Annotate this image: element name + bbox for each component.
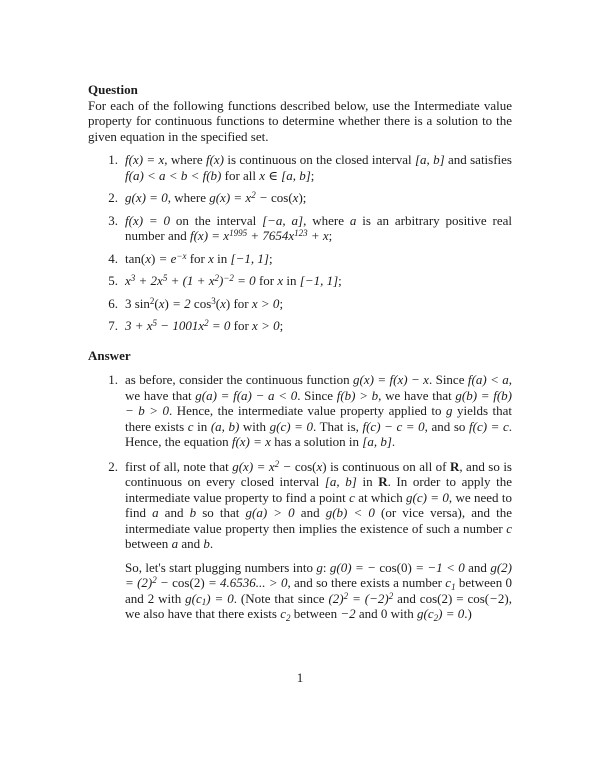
- answer-paragraph: as before, consider the continuous function g(x) = f(x) − x. Since f(a) < a, we have that g(a) = f(a) − a < 0. Since f(b) > b, we have that g(b) = f(b) − b > 0. Hence, the intermediate value property applied to g yields that there exists c in (a, b) with g(c) = 0. That is, f(c) − c = 0, and so f(c) = c. Hence, the equation f(x) = x has a solution in [a, b].: [125, 372, 512, 449]
- question-heading: Question: [88, 82, 138, 97]
- question-item-3: [88, 213, 512, 244]
- item-text: $x^3 + 2x^5 + (1 + x^2)^{-2} = 0$ for x in [−1, 1];: [125, 273, 342, 288]
- document-body: [88, 82, 512, 631]
- answer-paragraph: first of all, note that $g(x) = x^2 - \cos(x)$ is continuous on all of R, and so is continuous on every closed interval [a, b] in R. In order to apply the intermediate value property to find a point c at which g(c) = 0, we need to find a and b so that g(a) > 0 and g(b) < 0 (or vice versa), and the intermediate value property then implies the existence of such a number c between a and b.: [125, 458, 512, 551]
- question-item-2: [88, 190, 512, 206]
- answer-list: [88, 372, 512, 622]
- question-list: [88, 152, 512, 334]
- answer-item-1: [88, 372, 512, 450]
- item-text: $3 + x^5 - 1001x^2 = 0$ for x > 0;: [125, 318, 284, 333]
- item-text: f(x) = x, where f(x) is continuous on the closed interval [a, b] and satisfies f(a) < a < b < f(b) for all x ∈ [a, b];: [125, 152, 512, 183]
- answer-item-2: [88, 459, 512, 622]
- item-number: 3.: [108, 212, 118, 228]
- answer-paragraph: So, let's start plugging numbers into g: g(0) = − cos(0) = −1 < 0 and $g(2) = (2)^2 - \cos(2) = 4.6536$... > 0, and so there exists a number $c_1$ between 0 and 2 with $g(c_1) = 0$. (Note that since $(2)^2 = (-2)^2$ and cos(2) = cos(−2), we also have that there exists $c_2$ between −2 and 0 with $g(c_2) = 0$.): [125, 559, 513, 623]
- answer-heading: Answer: [88, 347, 131, 363]
- item-text: 3 $\sin^2(x) = 2$ $\cos^3(x)$ for x > 0;: [125, 295, 284, 311]
- item-number: 2.: [108, 190, 118, 205]
- question-item-4: [88, 251, 512, 267]
- question-item-1: [88, 152, 512, 183]
- item-number: 7.: [108, 318, 118, 333]
- item-number: 4.: [108, 250, 118, 266]
- item-number: 2.: [108, 458, 118, 474]
- question-item-7: [88, 318, 512, 334]
- item-number: 6.: [108, 295, 118, 311]
- item-number: 1.: [108, 152, 118, 167]
- question-item-6: [88, 296, 512, 312]
- question-intro: For each of the following functions described below, use the Intermediate value property for continuous functions to determine whether there is a solution to the given equation in the specified set.: [88, 97, 512, 144]
- item-text: g(x) = 0, where $g(x) = x^2 - \cos(x)$;: [125, 190, 307, 205]
- page-number: 1: [296, 670, 304, 685]
- item-number: 5.: [108, 273, 118, 288]
- question-item-5: [88, 273, 512, 289]
- item-text: $\tan(x) = e^{-x}$ for x in [−1, 1];: [125, 250, 273, 266]
- item-text: f(x) = 0 on the interval [−a, a], where a is an arbitrary positive real number and $f(x) = x^{1995} + 7654x^{123} + x$;: [125, 212, 513, 243]
- item-number: 1.: [108, 372, 118, 387]
